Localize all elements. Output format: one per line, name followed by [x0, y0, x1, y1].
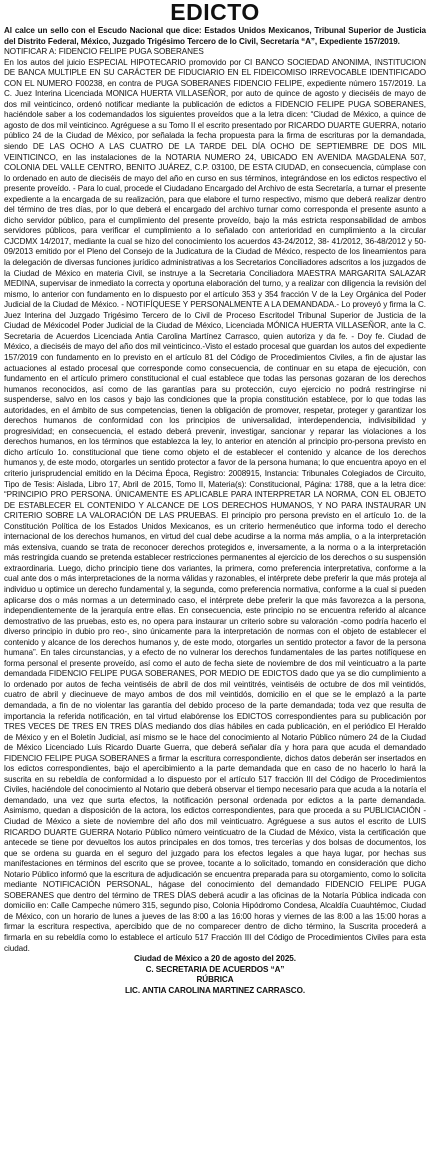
court-seal-intro: Al calce un sello con el Escudo Nacional que dice: Estados Unidos Mexicanos, Tribunal Superior de Justicia del Distrito Federal, México, Juzgado Trigésimo Tercero de lo Civil, Secretaría “A”, Expediente 157/2019.	[4, 26, 426, 46]
notice-recipient: NOTIFICAR A: FIDENCIO FELIPE PUGA SOBERANES	[4, 47, 204, 57]
edicto-title: EDICTO	[170, 0, 260, 25]
closing-rubrica: RÚBRICA	[196, 975, 234, 985]
closing-signatory-name: LIC. ANTIA CAROLINA MARTINEZ CARRASCO.	[124, 985, 306, 995]
closing-place-date: Ciudad de México a 20 de agosto del 2025.	[134, 954, 296, 964]
closing-secretary-title: C. SECRETARIA DE ACUERDOS “A”	[145, 964, 285, 974]
edicto-body-text: En los autos del juicio ESPECIAL HIPOTECARIO promovido por CI BANCO SOCIEDAD ANONIMA, INSTITUCION DE BANCA MULTIPLE EN SU CARÁCTER DE FIDUCIARIO EN EL FIDEICOMISO IRREVOCABLE IDENTIFICADO CON EL NUMERO F00238, en contra de PUGA SOBERANES FIDENCIO FELIPE, expediente número 157/2019. La C. Juez Interina Licenciada MONICA HUERTA VILLASEÑOR, por auto de quince de agosto y dieciséis de mayo de dos mil veinticinco, ordenó notificar mediante la publicación de edictos a FIDENCIO FELIPE PUGA SOBERANES, haciéndole saber a los codemandados los siguientes proveídos que a la letra dicen: “Ciudad de México, a quince de agosto de dos mil veinticinco. Agréguese a su Tomo II el escrito presentado por RICARDO DUARTE GUERRA, notario público 24 de la Ciudad de México, por señalada la fecha propuesta para la firma de escrituras por la demandada, siendo DE LAS OCHO A LAS CUATRO DE LA TARDE DEL DÍA OCHO DE SEPTIEMBRE DE DOS MIL VEINTICINCO, en las instalaciones de la NOTARIA NUMERO 24, UBICADO EN AVENIDA MAGDALENA 507, COLONIA DEL VALLE CENTRO, BENITO JUÁREZ, C.P. 03100, DE ESTA CIUDAD, en consecuencia, cúmplase con lo ordenado en auto de dieciséis de mayo del año en curso en sus términos, integrándose en los edictos respectivo el presente proveído. - Para lo cual, procede el Ciudadano Encargado del Archivo de esta Secretaría, a turnar el presente expediente a la encargada de su realización, para que elabore el turno respectivo, mismo que deberá realizar dentro del término de tres días, por lo que deberá el encargado del archivo turnar como corresponda el presente asunto a dicho servidor público, para el cumplimiento del presente proveído, bajo la más estricta responsabilidad de ambos servidores públicos, para verificar el cumplimiento a lo señalado con anterioridad en cumplimiento a la circular CJCDMX 14/2017, mediante la cual se hizo del conocimiento los acuerdos 43-24/2012, 38- 41/2012, 36-48/2012 y 50-09/2013 emitido por el Pleno del Consejo de la Judicatura de la Ciudad de México, respecto de los lineamientos para la delegación de diversas funciones jurídico administrativas a los Secretarios Conciliadores adscritos a los juzgados de la Ciudad de México en materia Civil, se instruye a la Secretaria Conciliadora MAESTRA MARGARITA SALAZAR MEDINA, supervisar de inmediato la correcta y oportuna elaboración del turno, y a realizar con diligencia la revisión del mismo, lo anterior con fundamento en lo dispuesto por el artículo 353 y 354 fracción V de la Ley Orgánica del Poder Judicial de la Ciudad de México. - NOTIFÍQUESE Y PERSONALMENTE A LA DEMANDADA.- Lo proveyó y firma la C. Juez Interina del Juzgado Trigésimo Tercero de lo Civil de Proceso Escritodel Tribunal Superior de Justicia de la Ciudad de Méxicodel Poder Judicial de la Ciudad de México, Licenciada MÓNICA HUERTA VILLASEÑOR, ante la C. Secretaria de Acuerdos Licenciada Antia Carolina Martínez Carrasco, quien autoriza y da fe. - Doy fe. Ciudad de México, a dieciséis de mayo del año dos mil veinticinco.-Visto el estado procesal que guardan los autos del expediente 157/2019 con fundamento en lo previsto en el artículo 81 del Código de Procedimientos Civiles, a fin de ajustar las actuaciones al estado procesal que corresponde como consecuencia, de continuar en su etapa de ejecución, con fundamento en el artículo primero constitucional el cual establece que todas las personas gozaran de los derechos humanos reconocidos, así como de las garantías para su protección, cuyo ejercicio no podrá restringirse ni suspenderse, salvo en los casos y bajo las condiciones que la propia constitución establece, por lo que todas las autoridades, en el ámbito de sus competencias, tienen la obligación de promover, respetar, proteger y garantizar los derechos humanos de conformidad con los principios de universalidad, interdependencia, indivisibilidad y progresividad; en consecuencia, el estado deberá prevenir, investigar, sancionar y reparar las violaciones a los derechos humanos, en los términos que establezca la ley, lo anterior en atención al principio pro-persona previsto en dicho artículo 1o. constitucional que tiene como objeto el de establecer el contenido y alcance de los derechos humanos y, de este modo, otorgarles un sentido protector a favor de la persona humana; lo que encuentra apoyo en el criterio jurisprudencial emitido en la Décima Época, Registro: 2008915, Instancia: Tribunales Colegiados de Circuito, Tipo de Tesis: Aislada, Libro 17, Abril de 2015, Tomo II, Materia(s): Constitucional, Página: 1788, que a la letra dice: “PRINCIPIO PRO PERSONA. ÚNICAMENTE ES APLICABLE PARA INTERPRETAR LA NORMA, CON EL OBJETO DE ESTABLECER EL CONTENIDO Y ALCANCE DE LOS DERECHOS HUMANOS, Y NO PARA INSTAURAR UN CRITERIO SOBRE LA VALORACIÓN DE LAS PRUEBAS. El principio pro persona previsto en el artículo 1o. de la Constitución Política de los Estados Unidos Mexicanos, es un criterio hermenéutico que informa todo el derecho internacional de los derechos humanos, en virtud del cual debe acudirse a la norma más amplia, o a la interpretación más extensiva, cuando se trata de reconocer derechos protegidos e, inversamente, a la norma o a la interpretación más restringida cuando se pretenda establecer restricciones permanentes al ejercicio de los derechos o su suspensión extraordinaria. Luego, dicho principio tiene dos variantes, la primera, como preferencia interpretativa, conforme a la cual ante dos o más interpretaciones de la norma válidas y razonables, el intérprete debe preferir la que más proteja al individuo u optimice un derecho fundamental y, la segunda, como preferencia normativa, conforme a la cual si pueden aplicarse dos o más normas a un determinado caso, el intérprete debe preferir la que más favorezca a la persona, independientemente de la jerarquía entre ellas. En consecuencia, este principio no se encuentra referido al alcance demostrativo de las pruebas, esto es, no opera para instaurar un criterio sobre su valoración -como podría hacerlo el diverso principio in dubio pro reo-, sino únicamente para la interpretación de normas con el objeto de establecer el contenido y alcance de los derechos humanos y, de este modo, otorgarles un sentido protector a favor de la persona humana”. En tales circunstancias, y a efecto de no vulnerar los derechos fundamentales de las partes notifíquese en forma personal el presente proveído, así como el auto de fecha siete de noviembre de dos mil veinticuatro a la parte demandada FIDENCIO FELIPE PUGA SOBERANES, POR MEDIO DE EDICTOS dado que ya se dio cumplimiento a lo ordenado por autos de fecha veintiséis de abril de dos mil veintitrés, veintiséis de octubre de dos mil veintidós, cuatro de abril y diecinueve de mayo ambos de dos mil veintidós, domicilio en el que se le emplazó a la parte demandada, a fin de no violentar las garantía del debido proceso de la parte demandada; toda vez que resulta de importancia la referida notificación, en tal virtud elabórense los EDICTOS correspondientes para su publicación por TRES VECES DE TRES EN TRES DÍAS mediando dos días hábiles en cada publicación, en el periódico El Heraldo de México y en el Boletín Judicial, así mismo se le hace del conocimiento al Notario Público número 24 de la Ciudad de México Licenciado Luis Ricardo Duarte Guerra, que deberá señalar día y hora para que acuda el demandado FIDENCIO FELIPE PUGA SOBERANES a firmar la escritura correspondiente, dichos datos deberán ser insertados en los edictos correspondientes, bajo el apercibimiento a la parte demandada que en caso de no hacerlo lo hará la suscrita en su rebeldía de conformidad a lo dispuesto por el artículo 517 fracción III del Código de Procedimientos Civiles, haciéndole del conocimiento al Notario que deberá observar el tiempo necesario para que acuda a la notaría el demandado, una vez que surta efectos, la notificación personal ordenada por edictos a la parte demandada. Asimismo, quedan a disposición de la actora, los edictos correspondientes, para que proceda a su PUBLICIACIÓN - Ciudad de México a siete de noviembre del año dos mil veinticuatro. Agréguese a sus autos el escrito de LUIS RICARDO DUARTE GUERRA Notario Público número veinticuatro de la Ciudad de México, vista la certificación que antecede se tiene por devueltos los autos principales en dos tomos, tres tercerías y dos bolsas de documentos, los que se ordena su guarda en el seguro del juzgado para los efectos legales a que haya lugar, por hechas sus manifestaciones en términos del escrito que se provee, tocante a lo solicitado, tomando en consideración que dicho Notario Público informó que la escritura de adjudicación se encuentra preparada para su otorgamiento, como lo solicita mediante NOTIFICACIÓN PERSONAL, hágase del conocimiento del demandado FIDENCIO FELIPE PUGA SOBERANES que dentro del término de TRES DÍAS deberá acudir a las oficinas de la Notaría Pública indicada con domicilio en: Calle Campeche número 315, segundo piso, Colonia Hipódromo Condesa, Alcaldía Cuauhtémoc, Ciudad de México, con un horario de lunes a jueves de las 8:00 a las 16:00 horas y viernes de las 8:00 a las 15:00 horas a firmar la escritura respectiva, apercibido que de no comparecer dentro de dicho término, la Suscrita procederá a firmarla en su rebeldía como lo establece el artículo 517 Fracción III del Código de Procedimientos Civiles para esta ciudad.	[4, 57, 427, 953]
